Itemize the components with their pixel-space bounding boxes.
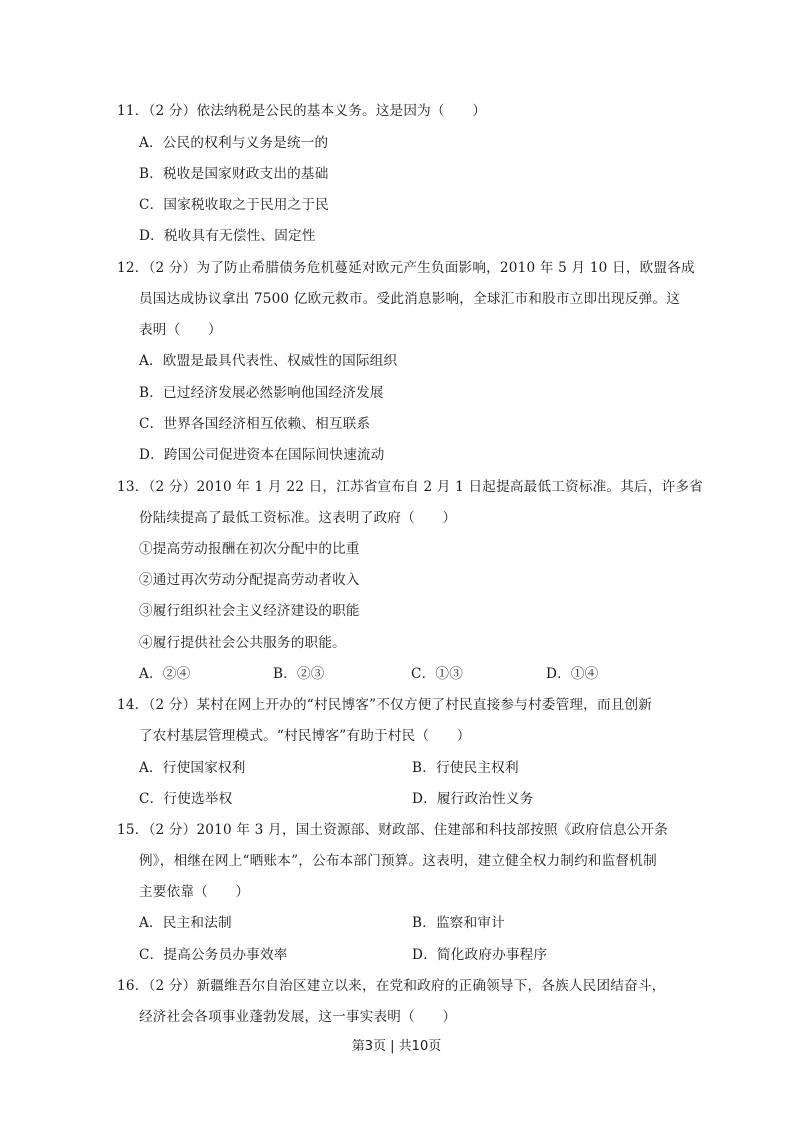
question-13-stem-line-2: 份陆续提高了最低工资标准。这表明了政府（ ） [139,510,457,526]
question-12-stem-line-1: 12．（2 分）为了防止希腊债务危机蔓延对欧元产生负面影响，2010 年 5 月 10 日，欧盟各成 [117,260,695,276]
question-13-option-d: D．①④ [546,666,599,682]
question-12-option-c: C．世界各国经济相互依赖、相互联系 [139,416,371,432]
question-15-option-b: B．监察和审计 [412,915,505,931]
question-12-stem-line-2: 员国达成协议拿出 7500 亿欧元救市。受此消息影响，全球汇市和股市立即出现反弹。这 [139,291,681,307]
question-14-stem-line-2: 了农村基层管理模式。“村民博客”有助于村民（ ） [139,728,471,744]
question-13-statement-4: ④履行提供社会公共服务的职能。 [139,635,346,651]
question-11-option-b: B．税收是国家财政支出的基础 [139,166,329,182]
question-14-option-a: A．行使国家权利 [139,760,246,776]
question-15-stem-line-1: 15．（2 分）2010 年 3 月，国土资源部、财政部、住建部和科技部按照《政府信息公开条 [117,822,669,838]
question-16-stem-line-2: 经济社会各项事业蓬勃发展，这一事实表明（ ） [139,1009,457,1025]
question-12-option-d: D．跨国公司促进资本在国际间快速流动 [139,447,385,463]
question-11-option-a: A．公民的权利与义务是统一的 [139,135,329,151]
question-12-option-b: B．已过经济发展必然影响他国经济发展 [139,385,384,401]
question-12-option-a: A．欧盟是最具代表性、权威性的国际组织 [139,353,398,369]
page-footer: 第3页 | 共10页 [351,1039,442,1054]
question-13-statement-1: ①提高劳动报酬在初次分配中的比重 [139,541,360,557]
question-14-stem-line-1: 14．（2 分）某村在网上开办的“村民博客”不仅方便了村民直接参与村委管理，而且创新 [117,697,653,713]
question-14-option-b: B．行使民主权利 [412,760,519,776]
question-15-stem-line-2: 例》，相继在网上“晒账本”，公布本部门预算。这表明，建立健全权力制约和监督机制 [139,853,657,869]
question-13-option-c: C．①③ [411,666,463,682]
question-11-option-d: D．税收具有无偿性、固定性 [139,228,316,244]
question-16-stem-line-1: 16．（2 分）新疆维吾尔自治区建立以来，在党和政府的正确领导下，各族人民团结奋斗， [117,978,666,994]
question-13-statement-2: ②通过再次劳动分配提高劳动者收入 [139,572,360,588]
question-15-option-d: D．简化政府办事程序 [412,947,548,963]
question-12-stem-line-3: 表明（ ） [139,322,222,338]
question-14-option-d: D．履行政治性义务 [412,791,534,807]
question-15-stem-line-3: 主要依靠（ ） [139,884,250,900]
question-13-stem-line-1: 13．（2 分）2010 年 1 月 22 日，江苏省宣布自 2 月 1 日起提高最低工资标准。其后，许多省 [117,479,703,495]
question-11-option-c: C．国家税收取之于民用之于民 [139,197,329,213]
question-14-option-c: C．行使选举权 [139,791,233,807]
question-13-option-b: B．②③ [273,666,325,682]
question-13-statement-3: ③履行组织社会主义经济建设的职能 [139,603,360,619]
question-15-option-a: A．民主和法制 [139,915,232,931]
question-11-stem: 11．（2 分）依法纳税是公民的基本义务。这是因为（ ） [117,103,487,119]
question-13-option-a: A．②④ [139,666,191,682]
question-15-option-c: C．提高公务员办事效率 [139,947,288,963]
